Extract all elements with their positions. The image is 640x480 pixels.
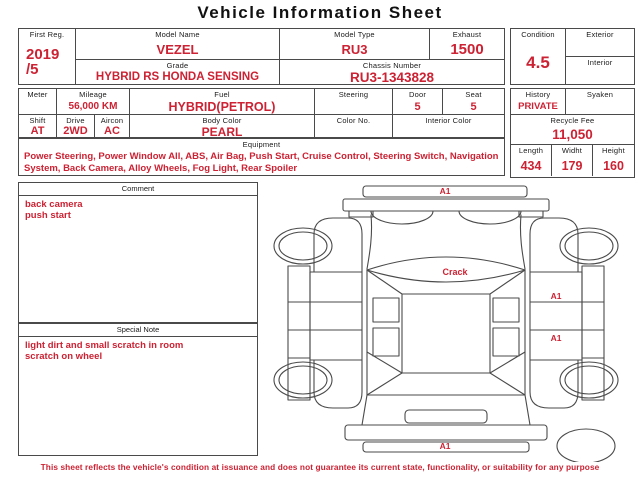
field-condition: Condition 4.5 (511, 29, 566, 84)
front-apron-outline (343, 199, 549, 211)
height-value: 160 (603, 158, 624, 173)
exhaust-value: 1500 (450, 41, 484, 58)
equipment-value: Power Steering, Power Window All, ABS, Air Bag, Push Start, Cruise Control, Steering Switch, Navigation System, Back Camera, Alloy Wheels, Fog Light, Rear Spoiler (24, 151, 499, 174)
field-interior-color: Interior Color (393, 115, 504, 137)
field-length: Length 434 (511, 145, 552, 176)
color-no-value (315, 126, 392, 137)
shift-value: AT (30, 125, 45, 137)
field-meter: Meter (19, 89, 57, 114)
first-reg-value: 2019 /5 (26, 46, 60, 78)
drive-value: 2WD (63, 125, 88, 137)
field-door: Door 5 (393, 89, 443, 114)
recycle-fee-value: 11,050 (552, 127, 593, 143)
grade-value: HYBRID RS HONDA SENSING (95, 70, 260, 83)
left-rear-fender (314, 360, 362, 408)
right-front-fender (530, 218, 578, 272)
car-damage-diagram (265, 182, 640, 462)
right-door-dividers (530, 302, 582, 330)
table-registration (18, 28, 505, 85)
left-rear-window (373, 328, 399, 356)
syaken-value (566, 100, 634, 114)
right-rocker (582, 266, 604, 400)
field-exterior: Exterior (566, 29, 634, 57)
door-value: 5 (414, 100, 421, 113)
front-right-tab (519, 211, 543, 217)
left-rear-wheel-inner (279, 366, 327, 394)
left-front-wheel-inner (279, 232, 327, 260)
field-equipment (18, 138, 505, 176)
left-door-panel (310, 272, 362, 360)
field-grade: Grade HYBRID RS HONDA SENSING (76, 60, 280, 84)
interior-color-value (393, 126, 504, 137)
aircon-value: AC (104, 125, 120, 137)
width-value: 179 (561, 158, 583, 173)
comment-box (18, 182, 258, 323)
special-note-text: light dirt and small scratch in room scratch on wheel (25, 340, 184, 362)
field-body-color: Body Color PEARL (130, 115, 315, 137)
first-reg-label: First Reg. (29, 30, 65, 39)
left-front-fender (314, 218, 362, 272)
seat-value: 5 (470, 100, 477, 113)
page-title: Vehicle Information Sheet (197, 3, 443, 22)
field-drive: Drive 2WD (57, 115, 95, 137)
length-value: 434 (520, 158, 542, 173)
condition-value: 4.5 (526, 52, 550, 72)
field-model-name: Model Name VEZEL (76, 29, 280, 60)
left-front-wheel (274, 228, 332, 264)
front-left-tab (349, 211, 373, 217)
field-seat: Seat 5 (443, 89, 504, 114)
steering-value (315, 100, 392, 114)
exterior-value (566, 40, 634, 56)
bonnet-right-line (520, 215, 525, 269)
damage-label-windshield: Crack (442, 267, 468, 277)
field-color-no: Color No. (315, 115, 393, 137)
field-shift: Shift AT (19, 115, 57, 137)
field-fuel: Fuel HYBRID(PETROL) (130, 89, 315, 114)
field-history: History PRIVATE (511, 89, 566, 114)
left-rocker (288, 266, 310, 400)
special-note-label: Special Note (19, 324, 257, 337)
license-plate-outline (405, 410, 487, 423)
model-name-value: VEZEL (156, 42, 199, 57)
comment-text: back camera push start (25, 199, 83, 221)
field-interior: Interior (566, 57, 634, 84)
field-recycle-fee: Recycle Fee 11,050 (511, 115, 634, 145)
field-chassis-number: Chassis Number RU3-1343828 (280, 60, 504, 84)
rear-window-outline (367, 373, 525, 395)
field-height: Height 160 (593, 145, 634, 176)
right-headlight-arc (459, 211, 521, 224)
damage-label-right-front-door: A1 (550, 291, 562, 301)
field-steering: Steering (315, 89, 393, 114)
damage-label-front-bumper: A1 (439, 186, 451, 196)
c-pillar-lines (367, 352, 525, 373)
left-rear-wheel (274, 362, 332, 398)
body-color-value: PEARL (201, 125, 243, 137)
left-door-dividers (310, 302, 362, 330)
history-value: PRIVATE (518, 101, 558, 113)
field-exhaust: Exhaust 1500 (430, 29, 504, 60)
table-history-fee (510, 88, 635, 178)
field-mileage: Mileage 56,000 KM (57, 89, 130, 114)
field-syaken: Syaken (566, 89, 634, 114)
equipment-label: Equipment (242, 140, 281, 149)
right-rear-wheel (560, 362, 618, 398)
right-front-window (493, 298, 519, 322)
field-aircon: Aircon AC (95, 115, 130, 137)
left-rocker-dividers (288, 302, 310, 358)
right-rear-wheel-inner (565, 366, 613, 394)
right-front-wheel (560, 228, 618, 264)
fuel-value: HYBRID(PETROL) (168, 99, 276, 114)
right-rear-fender (530, 360, 578, 408)
spare-tire (557, 429, 615, 462)
special-note-box (18, 323, 258, 456)
field-width: Widht 179 (552, 145, 593, 176)
damage-label-right-rear-door: A1 (550, 333, 562, 343)
table-specs (18, 88, 505, 138)
chassis-number-value: RU3-1343828 (349, 70, 435, 84)
model-type-value: RU3 (341, 42, 368, 57)
table-condition (510, 28, 635, 85)
field-model-type: Model Type RU3 (280, 29, 430, 60)
left-front-window (373, 298, 399, 322)
rear-apron-outline (345, 425, 547, 440)
damage-label-rear-bumper: A1 (439, 441, 451, 451)
field-first-reg (19, 29, 76, 84)
interior-value (566, 68, 634, 84)
mileage-value: 56,000 KM (68, 101, 118, 112)
disclaimer-text: This sheet reflects the vehicle's condition at issuance and does not guarantee its current state, functionality, or suitability for any purpose (40, 462, 600, 472)
body-side-lines (367, 270, 525, 395)
left-headlight-arc (371, 211, 433, 224)
right-rear-window (493, 328, 519, 356)
right-rocker-dividers (582, 302, 604, 358)
right-door-panel (530, 272, 582, 360)
meter-value (19, 100, 56, 114)
bonnet-left-line (367, 215, 372, 269)
right-front-wheel-inner (565, 232, 613, 260)
comment-label: Comment (19, 183, 257, 196)
